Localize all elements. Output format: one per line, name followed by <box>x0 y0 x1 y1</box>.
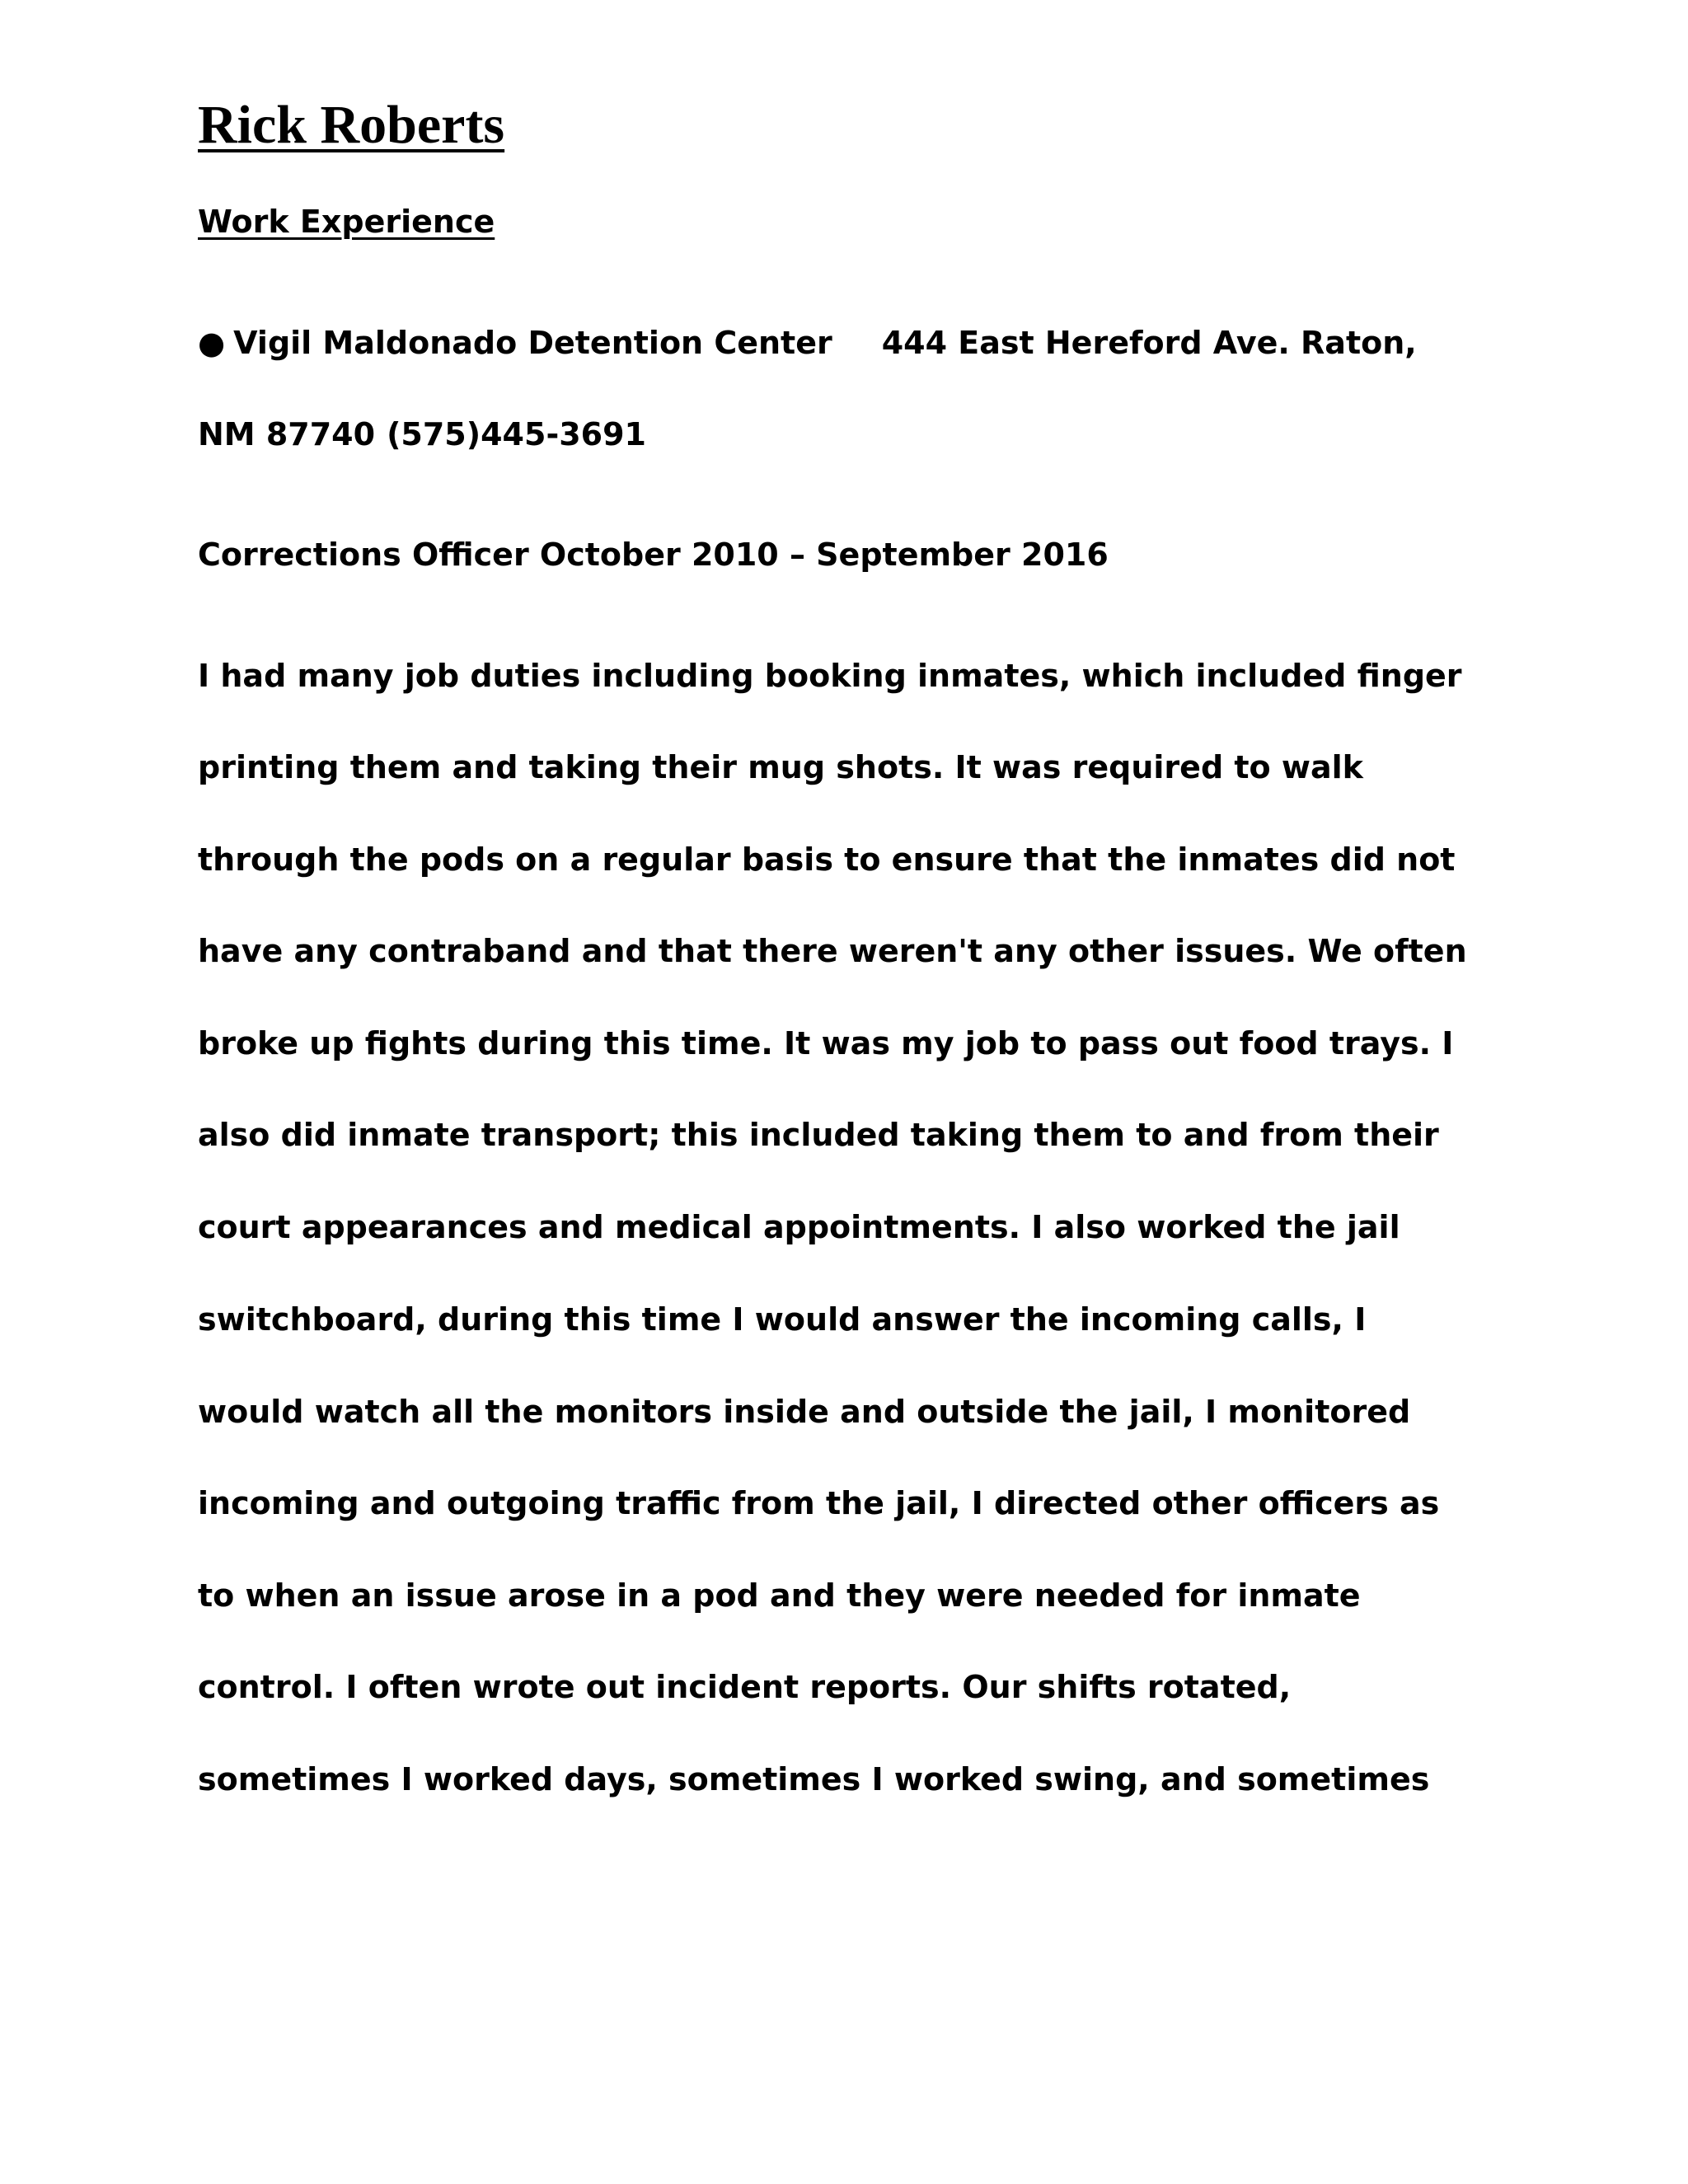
description-line: sometimes I worked days, sometimes I worked swing, and sometimes <box>198 1761 1430 1797</box>
employer-address: 444 East Hereford Ave. Raton, <box>881 325 1417 361</box>
employer-name: Vigil Maldonado Detention Center <box>233 325 832 361</box>
section-heading-work-experience: Work Experience <box>198 204 495 240</box>
position-title: Corrections Officer October 2010 – September 2016 <box>198 537 1109 573</box>
description-line: through the pods on a regular basis to ensure that the inmates did not <box>198 841 1456 878</box>
description-line: broke up fights during this time. It was my job to pass out food trays. I <box>198 1025 1454 1062</box>
description-line: court appearances and medical appointments. I also worked the jail <box>198 1209 1400 1245</box>
description-line: printing them and taking their mug shots. It was required to walk <box>198 749 1363 785</box>
resume-name: Rick Roberts <box>198 95 505 155</box>
bullet-glyph: ● <box>198 325 226 361</box>
description-line: have any contraband and that there weren't any other issues. We often <box>198 933 1467 969</box>
description-line: also did inmate transport; this included taking them to and from their <box>198 1117 1439 1153</box>
description-line: I had many job duties including booking inmates, which included finger <box>198 658 1462 694</box>
employer-contact-line <box>198 414 646 455</box>
description-line: to when an issue arose in a pod and they were needed for inmate <box>198 1577 1361 1614</box>
employer-address-line2: NM 87740 <box>198 416 376 452</box>
description-line: incoming and outgoing traffic from the jail, I directed other officers as <box>198 1485 1440 1521</box>
description-line: control. I often wrote out incident reports. Our shifts rotated, <box>198 1669 1292 1705</box>
employer-line <box>198 322 1417 363</box>
employer-phone: (575)445-3691 <box>387 416 646 452</box>
description-line: switchboard, during this time I would answer the incoming calls, I <box>198 1301 1367 1338</box>
description-line: would watch all the monitors inside and outside the jail, I monitored <box>198 1394 1411 1430</box>
